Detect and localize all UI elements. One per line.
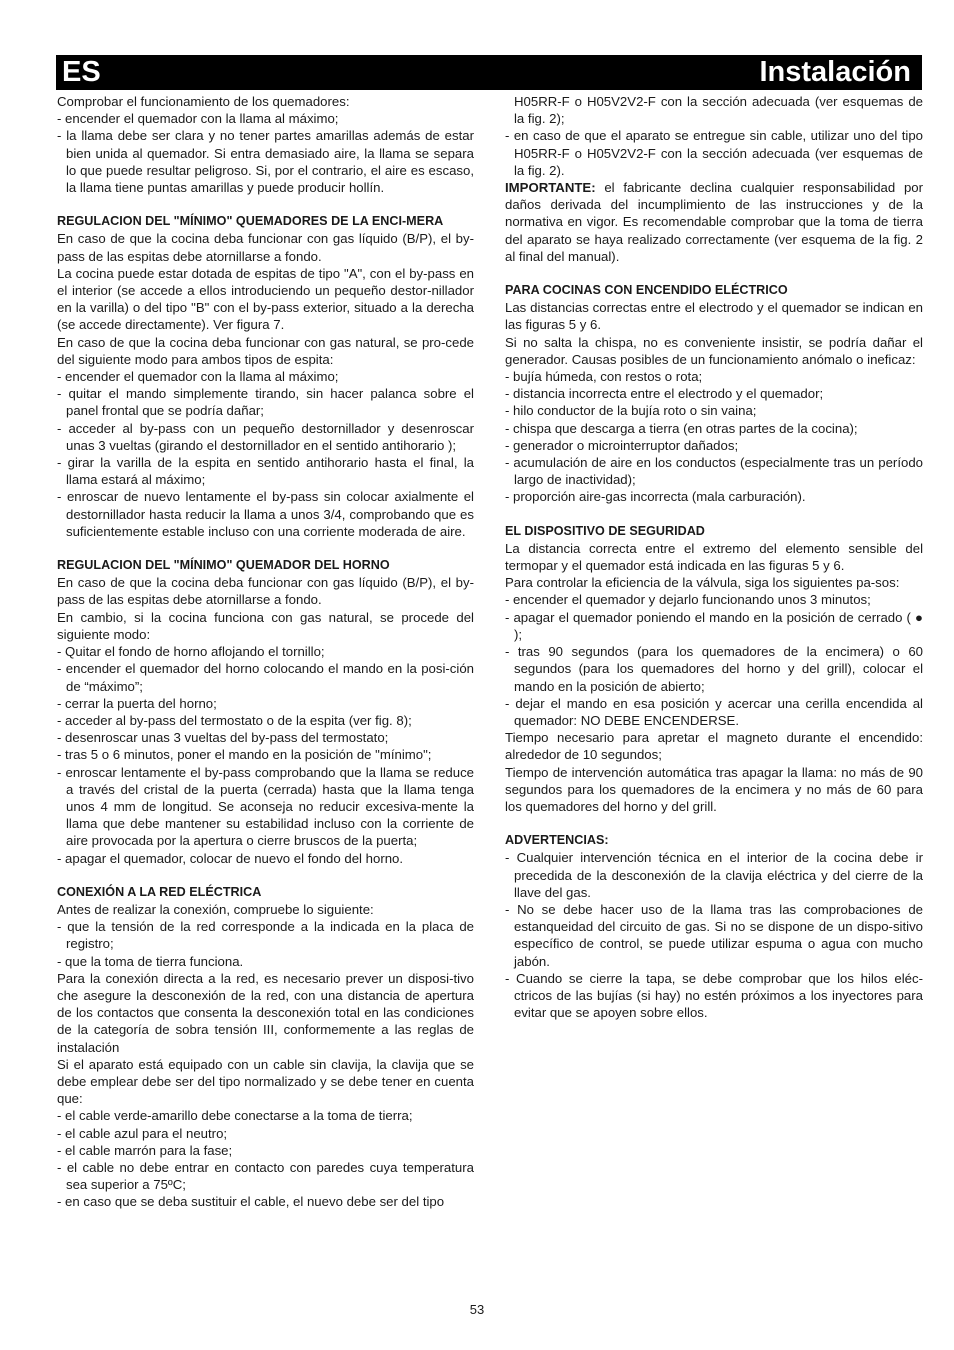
list-item: - cerrar la puerta del horno; [57, 695, 217, 711]
paragraph: En caso de que la cocina deba funcionar con gas líquido (B/P), el by-pass de las espitas debe atornillarse a fondo. [57, 575, 474, 608]
list-item: - bujía húmeda, con restos o rota; [505, 369, 703, 385]
list-item: - en caso de que el aparato se entregue sin cable, utilizar uno del tipo H05RR-F o H05V2V2-F con la sección adecuada (ver esquemas de la fig. 2). [505, 128, 923, 178]
page-number: 53 [469, 1302, 485, 1317]
list-item: - enroscar lentamente el by-pass comprobando que la llama se reduce a través del cristal de la puerta (cerrada) hasta que la llama tenga unos 4 mm de longitud. Se aconseja no reducir excesiva-mente la llama que debe mantener su estabilidad incluso con la corriente de aire provocada por la apertura o cierre bruscos de la puerta; [57, 764, 474, 849]
list-item: - encender el quemador del horno colocando el mando en la posi-ción de “máximo”; [57, 661, 474, 694]
list-item: - girar la varilla de la espita en sentido antihorario hasta el final, la llama estará al máximo; [57, 455, 474, 488]
language-code: ES [62, 56, 101, 88]
list-item: - el cable azul para el neutro; [57, 1125, 228, 1141]
list-item: - el cable no debe entrar en contacto con paredes cuya temperatura sea superior a 75ºC; [57, 1159, 474, 1193]
list-item: - generador o microinterruptor dañados; [505, 437, 739, 453]
paragraph: Tiempo de intervención automática tras apagar la llama: no más de 90 segundos para los quemadores de la encimera y no más de 60 para los quemadores del horno y del grill. [505, 764, 923, 814]
section-heading: PARA COCINAS CON ENCENDIDO ELÉCTRICO [505, 283, 788, 298]
list-item: - acumulación de aire en los conductos (especialmente tras un período largo de inactividad); [505, 455, 923, 488]
list-item: - que la tensión de la red corresponde a la indicada en la placa de registro; [57, 919, 474, 952]
section-heading: ADVERTENCIAS: [505, 833, 609, 848]
list-item: - el cable verde-amarillo debe conectarse a la toma de tierra; [57, 1108, 413, 1124]
list-item: - enroscar de nuevo lentamente el by-pass sin colocar axialmente el destornillador hasta reducir la llama a unos 3/4, comprobando que es suficientemente estable incluso con una corriente moderada de aire. [57, 489, 474, 539]
list-item: - la llama debe ser clara y no tener partes amarillas además de estar bien unida al quemador. Si entra demasiado aire, la llama se separa lo que puede resultar peligroso. Si, por el contrario, el aire es escaso, la llama tiene puntas amarillas y puede producir hollín. [57, 128, 474, 196]
paragraph: Para la conexión directa a la red, es necesario prever un disposi-tivo che asegure la desconexión de la red, con una distancia de apertura de los contactos que consenta la desconexión total en las condiciones de la categoría de sobra tensión III, conformemente a las reglas de instalación [57, 970, 474, 1055]
paragraph-gap [505, 506, 923, 523]
right-column [505, 93, 923, 1021]
list-item: - acceder al by-pass con un pequeño destornillador y desenroscar unas 3 vueltas (girando el destornillador en el sentido antihorario ); [57, 420, 474, 453]
section-heading: CONEXIÓN A LA RED ELÉCTRICA [57, 884, 262, 899]
list-item: - el cable marrón para la fase; [57, 1142, 233, 1158]
section-heading: REGULACION DEL "MÍNIMO" QUEMADORES DE LA ENCI-MERA [57, 214, 444, 229]
list-item: - Cualquier intervención técnica en el interior de la cocina debe ir precedida de la desconexión de la clavija eléctrica y del cierre de la llave del gas. [505, 850, 923, 900]
list-item: - encender el quemador con la llama al máximo; [57, 369, 339, 385]
list-item: - desenroscar unas 3 vueltas del by-pass del termostato; [57, 730, 389, 746]
paragraph: En caso de que la cocina deba funcionar con gas natural, se pro-cede del siguiente modo para ambos tipos de espita: [57, 334, 474, 367]
list-item: - en caso que se deba sustituir el cable, el nuevo debe ser del tipo [57, 1194, 445, 1210]
paragraph: Tiempo necesario para apretar el magneto durante el encendido: alrededor de 10 segundos; [505, 730, 923, 763]
list-item: - tras 5 o 6 minutos, poner el mando en la posición de "mínimo"; [57, 747, 432, 763]
bold-label: IMPORTANTE: [505, 180, 596, 196]
list-item: - apagar el quemador poniendo el mando en la posición de cerrado ( ● ); [505, 609, 923, 642]
left-column [57, 93, 474, 1211]
paragraph: Comprobar el funcionamiento de los quemadores: [57, 94, 350, 109]
list-item: - dejar el mando en esa posición y acercar una cerilla encendida al quemador: NO DEBE ENCENDERSE. [505, 695, 923, 728]
list-item: - que la toma de tierra funciona. [57, 953, 244, 969]
section-heading: EL DISPOSITIVO DE SEGURIDAD [505, 523, 705, 538]
section-heading: REGULACION DEL "MÍNIMO" QUEMADOR DEL HORNO [57, 558, 390, 573]
paragraph-gap [505, 815, 923, 832]
list-item: - proporción aire-gas incorrecta (mala carburación). [505, 489, 806, 505]
paragraph: Las distancias correctas entre el electrodo y el quemador se indican en las figuras 5 y 6. [505, 300, 923, 333]
paragraph-gap [57, 540, 474, 557]
paragraph: En cambio, si la cocina funciona con gas natural, se procede del siguiente modo: [57, 609, 474, 642]
list-item: - Quitar el fondo de horno aflojando el tornillo; [57, 644, 325, 660]
list-item: - hilo conductor de la bujía roto o sin vaina; [505, 403, 757, 419]
paragraph-gap [57, 867, 474, 884]
list-item: - quitar el mando simplemente tirando, sin hacer palanca sobre el panel frontal que se podría dañar; [57, 386, 474, 419]
paragraph-gap [505, 265, 923, 282]
list-item: - chispa que descarga a tierra (en otras partes de la cocina); [505, 420, 858, 436]
list-item: - acceder al by-pass del termostato o de la espita (ver fig. 8); [57, 712, 412, 728]
list-item: - tras 90 segundos (para los quemadores de la encimera) o 60 segundos (para los quemadores del horno y del grill), colocar el mando en la posición de abierto; [505, 644, 923, 694]
paragraph [505, 179, 923, 265]
paragraph: Si el aparato está equipado con un cable sin clavija, la clavija que se debe emplear debe ser del tipo normalizado y se debe tener en cuenta que: [57, 1056, 474, 1107]
list-item: - encender el quemador y dejarlo funcionando unos 3 minutos; [505, 592, 871, 608]
paragraph: La cocina puede estar dotada de espitas de tipo "A", con el by-pass en el interior (se accede a ellos introduciendo un pequeño destor-nillador en la varilla) o del tipo "B" con el by-pass exterior, situado a la derecha (se accede directamente). Ver figura 7. [57, 265, 474, 333]
page-title: Instalación [759, 56, 911, 88]
list-item: - encender el quemador con la llama al máximo; [57, 111, 339, 127]
list-item: - apagar el quemador, colocar de nuevo el fondo del horno. [57, 850, 404, 866]
list-item: H05RR-F o H05V2V2-F con la sección adecuada (ver esquemas de la fig. 2); [514, 94, 923, 127]
paragraph: Si no salta la chispa, no es conveniente insistir, se podría dañar el generador. Causas posibles de un funcionamiento anómalo o ineficaz: [505, 334, 923, 367]
paragraph: Antes de realizar la conexión, compruebe lo siguiente: [57, 901, 374, 917]
list-item: - Cuando se cierre la tapa, se debe comprobar que los hilos eléc-ctricos de las bujías (si hay) no estén próximos a los inyectores para evitar que se apoyen sobre ellos. [505, 970, 923, 1021]
paragraph: La distancia correcta entre el extremo del elemento sensible del termopar y el quemador está indicada en las figuras 5 y 6. [505, 540, 923, 574]
paragraph: En caso de que la cocina deba funcionar con gas líquido (B/P), el by-pass de las espitas debe atornillarse a fondo. [57, 231, 474, 264]
list-item: - distancia incorrecta entre el electrodo y el quemador; [505, 386, 824, 402]
paragraph-gap [57, 196, 474, 213]
paragraph: Para controlar la eficiencia de la válvula, siga los siguientes pa-sos: [505, 575, 900, 591]
paragraph-text: el fabricante declina cualquier responsabilidad por daños derivada del incumplimiento de las instrucciones y de la normativa en vigor. Es recomendable comprobar que la toma de tierra del aparato se haya realizado correctamente (ver esquema de la fig. 2 al final del manual). [505, 180, 923, 264]
list-item: - No se debe hacer uso de la llama tras las comprobaciones de estanqueidad del circuito de gas. Si no se dispone de un dispo-sitivo específico de control, se puede utilizar espuma o agua con mucho jabón. [505, 901, 923, 969]
section-header [56, 55, 922, 90]
